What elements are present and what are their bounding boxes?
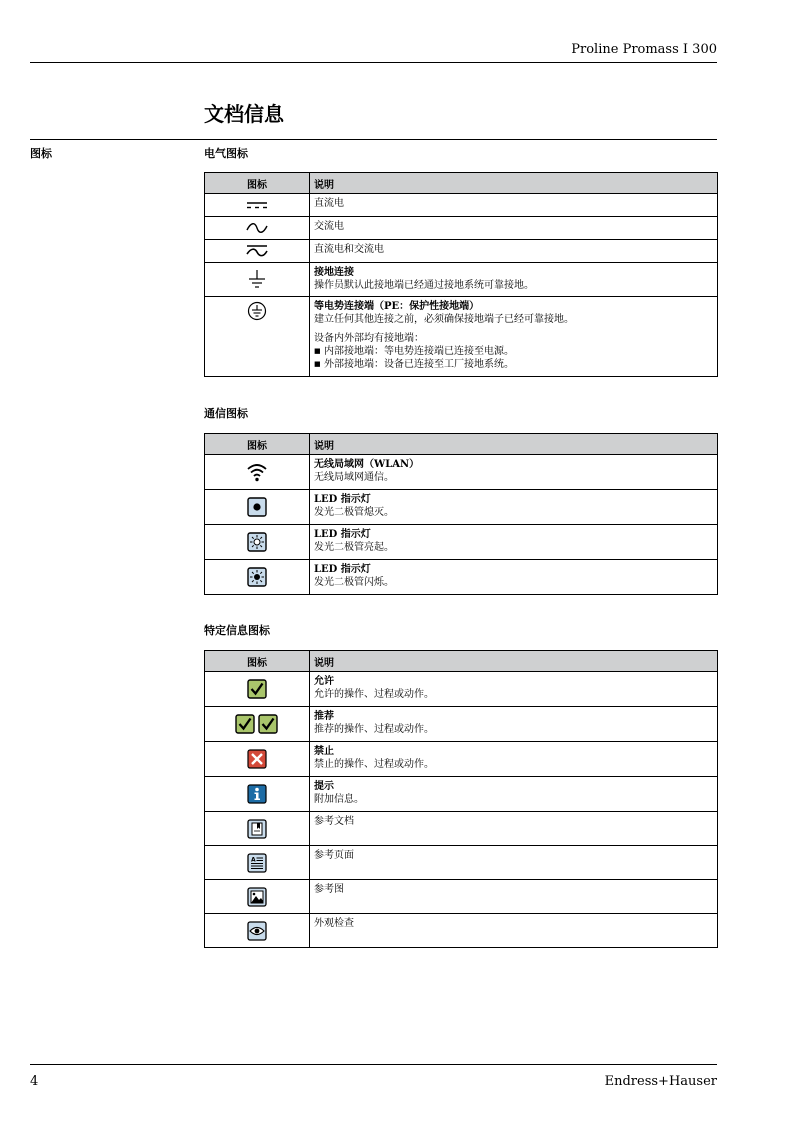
- electric-table: [204, 172, 718, 377]
- reference-page-icon: [247, 853, 267, 873]
- row-text: 操作员默认此接地端已经通过接地系统可靠接地。: [314, 280, 534, 291]
- forbidden-icon: [247, 749, 267, 769]
- led-flash-icon: [247, 567, 267, 587]
- col-symbol: 图标: [205, 651, 310, 672]
- row-title: 无线局域网（WLAN）: [314, 459, 420, 470]
- col-desc: 说明: [310, 173, 718, 194]
- row-text: 附加信息。: [314, 794, 364, 805]
- row-title: LED 指示灯: [314, 494, 371, 505]
- row-title: 禁止: [314, 746, 334, 757]
- footer-brand: Endress+Hauser: [604, 1074, 717, 1089]
- row-title: 推荐: [314, 711, 334, 722]
- row-text: 建立任何其他连接之前，必须确保接地端子已经可靠接地。: [314, 314, 574, 325]
- row-title: 提示: [314, 781, 334, 792]
- row-text: 直流电: [314, 198, 344, 209]
- alternating-current-icon: [246, 222, 268, 234]
- svg-text:A: A: [251, 856, 256, 863]
- row-note: 设备内外部均有接地端：: [314, 333, 424, 344]
- col-symbol: 图标: [205, 173, 310, 194]
- row-text: 交流电: [314, 221, 344, 232]
- col-symbol: 图标: [205, 434, 310, 455]
- visual-inspection-icon: [247, 921, 267, 941]
- row-text: 无线局域网通信。: [314, 472, 394, 483]
- page-number: 4: [30, 1074, 39, 1089]
- direct-current-icon: [246, 200, 268, 210]
- row-text: 参考页面: [314, 850, 354, 861]
- protective-earth-icon: [247, 301, 267, 321]
- row-text: 参考图: [314, 884, 344, 895]
- col-desc: 说明: [310, 651, 718, 672]
- ac-dc-icon: [246, 244, 268, 258]
- row-title: LED 指示灯: [314, 564, 371, 575]
- row-title: 允许: [314, 676, 334, 687]
- row-text: 参考文档: [314, 816, 354, 827]
- comm-title: 通信图标: [204, 407, 248, 420]
- comm-table: [204, 433, 718, 595]
- header-rule: [30, 62, 717, 63]
- row-text: 推荐的操作、过程或动作。: [314, 724, 434, 735]
- reference-doc-icon: [247, 819, 267, 839]
- info-table: [204, 650, 718, 948]
- bullet-item: ■ 外部接地端：设备已连接至工厂接地系统。: [314, 358, 713, 371]
- footer-rule: [30, 1064, 717, 1065]
- led-off-icon: [247, 497, 267, 517]
- tip-icon: [247, 784, 267, 804]
- section-title: 文档信息: [204, 102, 284, 126]
- row-text: 直流电和交流电: [314, 244, 384, 255]
- info-title: 特定信息图标: [204, 624, 270, 637]
- row-text: 允许的操作、过程或动作。: [314, 689, 434, 700]
- wlan-icon: [246, 462, 268, 482]
- row-title: LED 指示灯: [314, 529, 371, 540]
- row-text: 发光二极管熄灭。: [314, 507, 394, 518]
- header-product: Proline Promass I 300: [571, 42, 717, 57]
- row-text: 发光二极管亮起。: [314, 542, 394, 553]
- led-on-icon: [247, 532, 267, 552]
- row-title: 接地连接: [314, 267, 354, 278]
- ground-icon: [247, 269, 267, 291]
- side-label: 图标: [30, 147, 52, 160]
- section-rule: [30, 139, 717, 140]
- row-text: 外观检查: [314, 918, 354, 929]
- permitted-icon: [247, 679, 267, 699]
- row-title: 等电势连接端（PE：保护性接地端）: [314, 301, 480, 312]
- reference-graphic-icon: [247, 887, 267, 907]
- bullet-item: ■ 内部接地端：等电势连接端已连接至电源。: [314, 345, 713, 358]
- row-text: 发光二极管闪烁。: [314, 577, 394, 588]
- row-text: 禁止的操作、过程或动作。: [314, 759, 434, 770]
- col-desc: 说明: [310, 434, 718, 455]
- preferred-icon: [235, 714, 279, 734]
- electric-title: 电气图标: [204, 147, 248, 160]
